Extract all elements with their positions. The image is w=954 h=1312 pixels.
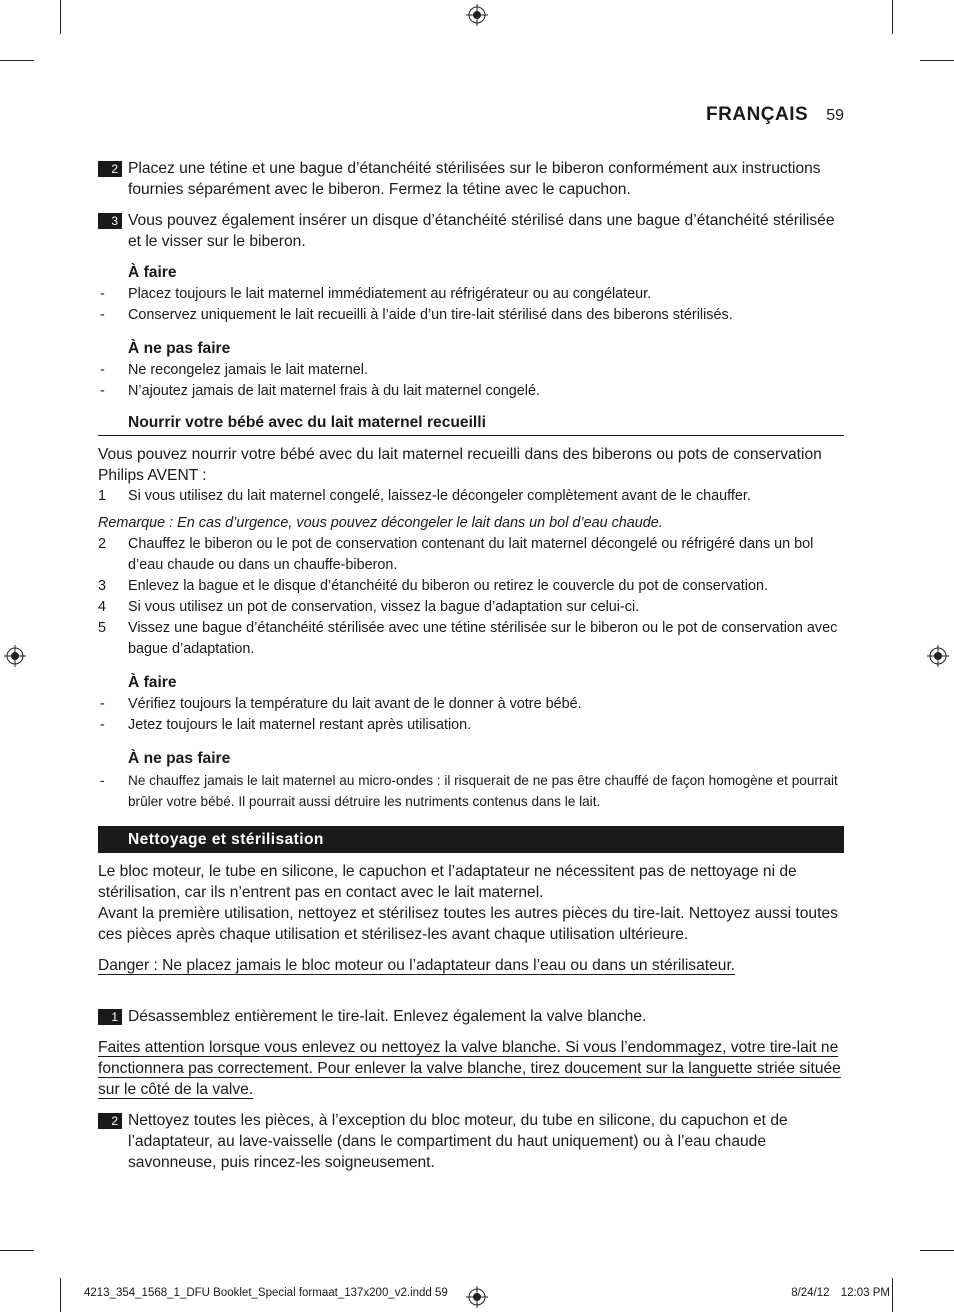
item-number: 2: [98, 536, 107, 552]
crop-mark: [0, 1250, 34, 1251]
step-text: Désassemblez entièrement le tire-lait. Enlevez également la valve blanche.: [128, 1008, 647, 1025]
list-item: - Vérifiez toujours la température du lait avant de le donner à votre bébé.: [98, 694, 844, 715]
item-text: Si vous utilisez un pot de conservation, vissez la bague d’adaptation sur celui-ci.: [128, 599, 640, 615]
step-text: Placez une tétine et une bague d’étanchéité stérilisées sur le biberon conformément aux instructions fournies séparément avec le biberon. Fermez la tétine avec le capuchon.: [128, 160, 821, 198]
crop-mark: [892, 0, 893, 34]
footer-timestamp: [783, 1287, 890, 1299]
warning-text: Faites attention lorsque vous enlevez ou nettoyez la valve blanche. Si vous l’endommagez, votre tire-lait ne fonctionnera pas correctement. Pour enlever la valve blanche, tirez doucement sur la languette striée située sur le côté de la valve.: [98, 1039, 841, 1098]
paragraph: Avant la première utilisation, nettoyez et stérilisez toutes les autres pièces du tire-lait. Nettoyez aussi toutes ces pièces après chaque utilisation et stérilisez-les avant chaque utilisation ultérieure.: [98, 905, 838, 943]
registration-mark-icon: [466, 4, 488, 26]
item-text: Si vous utilisez du lait maternel congelé, laissez-le décongeler complètement avant de le chauffer.: [128, 488, 751, 504]
section-heading: Nourrir votre bébé avec du lait maternel recueilli: [98, 412, 844, 436]
crop-mark: [60, 1278, 61, 1312]
step-number-badge: 3: [98, 213, 122, 229]
crop-mark: [60, 0, 61, 34]
page-header: [706, 104, 844, 126]
item-number: 5: [98, 620, 107, 636]
numbered-item: [98, 486, 844, 507]
item-number: 3: [98, 578, 107, 594]
crop-mark: [920, 1250, 954, 1251]
item-text: Vissez une bague d’étanchéité stérilisée avec une tétine stérilisée sur le biberon ou le pot de conservation avec bague d’adaptation.: [128, 620, 838, 657]
language-title: FRANÇAIS: [706, 104, 809, 125]
step-number-badge: 1: [98, 1009, 122, 1025]
paragraph: Le bloc moteur, le tube en silicone, le capuchon et l’adaptateur ne nécessitent pas de nettoyage ni de stérilisation, car ils n’entrent pas en contact avec le lait maternel.: [98, 863, 797, 901]
numbered-item: [98, 534, 844, 576]
registration-mark-icon: [927, 645, 949, 667]
list-item: - Conservez uniquement le lait recueilli à l’aide d’un tire-lait stérilisé dans des biberons stérilisés.: [98, 305, 844, 326]
numbered-item: [98, 576, 844, 597]
registration-mark-icon: [4, 645, 26, 667]
item-text: Enlevez la bague et le disque d’étanchéité du biberon ou retirez le couvercle du pot de conservation.: [128, 578, 769, 594]
list-item: - Placez toujours le lait maternel immédiatement au réfrigérateur ou au congélateur.: [98, 284, 844, 305]
dont-heading: À ne pas faire: [128, 750, 231, 767]
item-number: 1: [98, 488, 107, 504]
section-banner: Nettoyage et stérilisation: [98, 826, 844, 853]
crop-mark: [892, 1278, 893, 1312]
page-number: 59: [826, 107, 844, 124]
item-text: Chauffez le biberon ou le pot de conservation contenant du lait maternel décongelé ou réfrigéré dans un bol d’eau chaude ou dans un chauffe-biberon.: [128, 536, 814, 573]
danger-text: Danger : Ne placez jamais le bloc moteur ou l’adaptateur dans l’eau ou dans un stérilisateur.: [98, 957, 736, 974]
crop-mark: [0, 60, 34, 61]
numbered-item: [98, 597, 844, 618]
crop-mark: [920, 60, 954, 61]
step-number-badge: 2: [98, 161, 122, 177]
item-number: 4: [98, 599, 107, 615]
dont-heading: À ne pas faire: [128, 340, 231, 357]
page-content: [98, 158, 844, 1183]
footer-date: 8/24/12: [791, 1287, 830, 1299]
footer-time: 12:03 PM: [840, 1287, 890, 1299]
step-item: [98, 1006, 844, 1027]
list-item: - Ne chauffez jamais le lait maternel au micro-ondes : il risquerait de ne pas être chauffé de façon homogène et pourrait brûler votre bébé. Il pourrait aussi détruire les nutriments contenus dans le lait.: [98, 770, 844, 812]
do-heading: À faire: [128, 264, 177, 281]
step-text: Vous pouvez également insérer un disque d’étanchéité stérilisé dans une bague d’étanchéité stérilisée et le visser sur le biberon.: [128, 212, 835, 250]
step-item: [98, 210, 844, 252]
step-item: [98, 158, 844, 200]
step-item: [98, 1110, 844, 1173]
do-heading: À faire: [128, 674, 177, 691]
step-number-badge: 2: [98, 1113, 122, 1129]
list-item: - N’ajoutez jamais de lait maternel frais à du lait maternel congelé.: [98, 381, 844, 402]
paragraph: Vous pouvez nourrir votre bébé avec du lait maternel recueilli dans des biberons ou pots de conservation Philips AVENT :: [98, 446, 822, 484]
numbered-item: [98, 618, 844, 660]
footer-filename: 4213_354_1568_1_DFU Booklet_Special formaat_137x200_v2.indd 59: [84, 1287, 448, 1299]
step-text: Nettoyez toutes les pièces, à l’exception du bloc moteur, du tube en silicone, du capuchon et de l’adaptateur, au lave-vaisselle (dans le compartiment du haut uniquement) ou à l’eau chaude savonneuse, puis rincez-les soigneusement.: [128, 1112, 788, 1171]
print-footer: [84, 1287, 890, 1299]
note: Remarque : En cas d’urgence, vous pouvez décongeler le lait dans un bol d’eau chaude.: [98, 515, 663, 531]
list-item: - Jetez toujours le lait maternel restant après utilisation.: [98, 715, 844, 736]
list-item: - Ne recongelez jamais le lait maternel.: [98, 360, 844, 381]
